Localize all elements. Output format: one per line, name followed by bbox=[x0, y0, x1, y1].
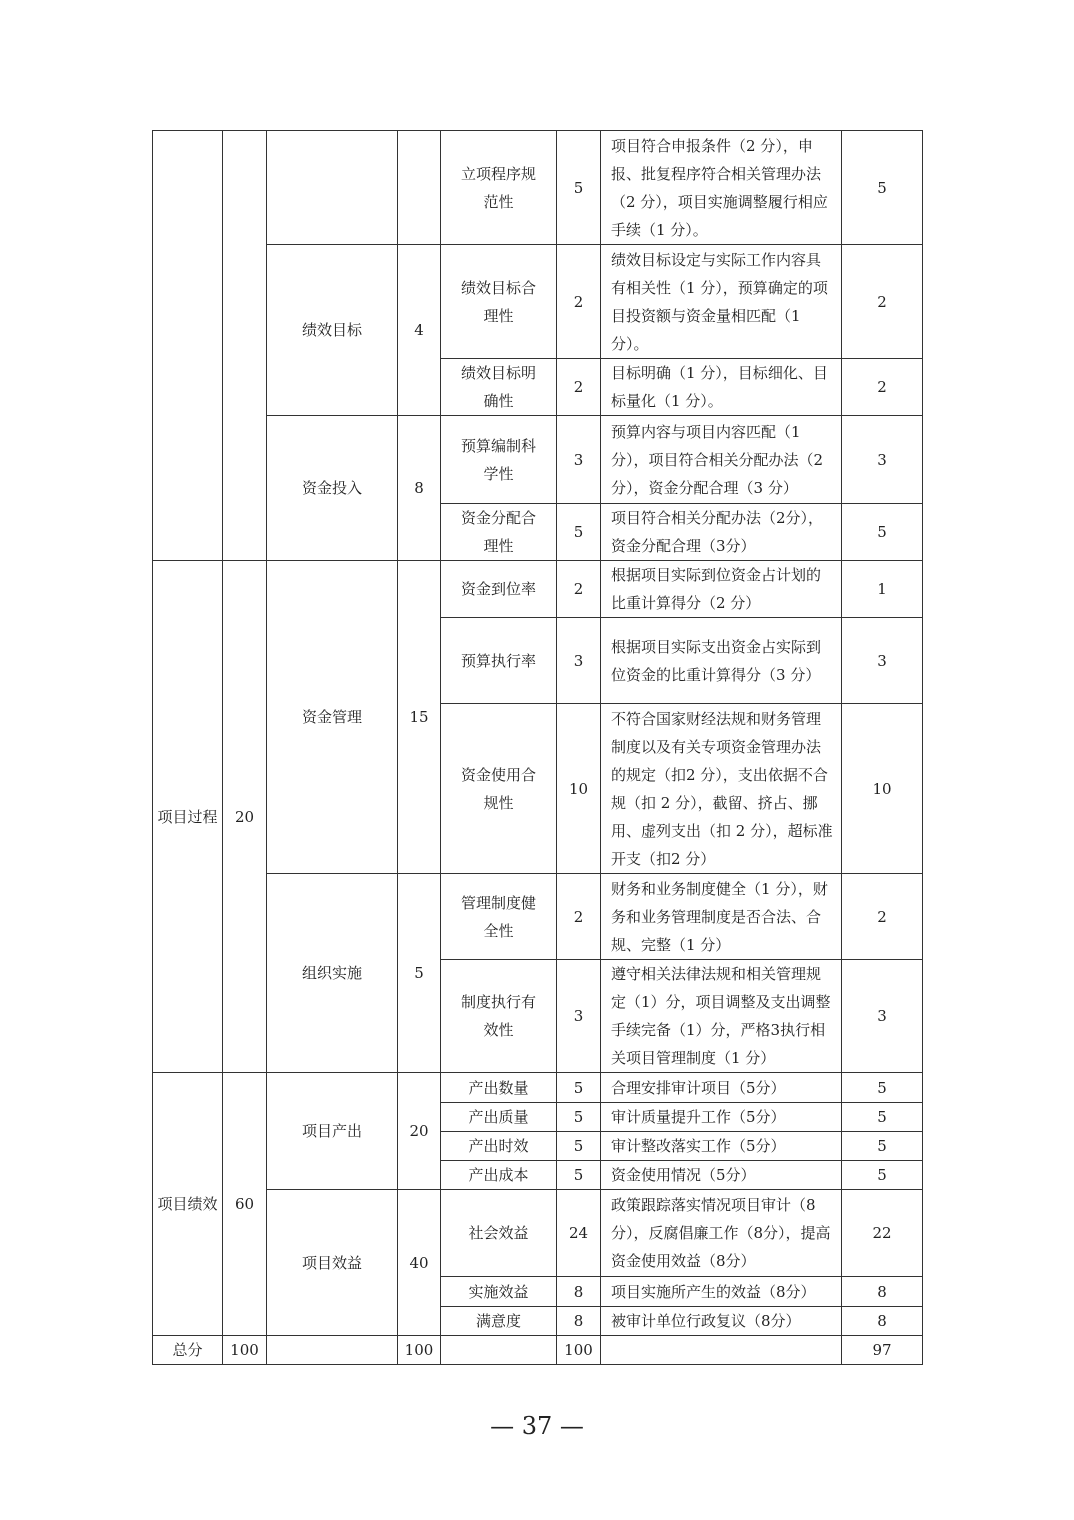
scoring-criteria: 根据项目实际支出资金占实际到位资金的比重计算得分（3 分） bbox=[601, 618, 842, 704]
total-score: 97 bbox=[842, 1336, 923, 1365]
scoring-criteria: 不符合国家财经法规和财务管理制度以及有关专项资金管理办法的规定（扣2 分），支出依据不合规（扣 2 分），截留、挤占、挪用、虚列支出（扣 2 分），超标准开支（扣2 分） bbox=[601, 704, 842, 874]
scoring-criteria: 项目实施所产生的效益（8分） bbox=[601, 1277, 842, 1307]
level3-weight: 5 bbox=[557, 1161, 601, 1190]
score: 3 bbox=[842, 618, 923, 704]
level3-indicator: 实施效益 bbox=[441, 1277, 557, 1307]
level3-weight: 3 bbox=[557, 618, 601, 704]
table-row bbox=[153, 1190, 923, 1277]
level3-weight: 5 bbox=[557, 1132, 601, 1161]
level3-weight: 5 bbox=[557, 131, 601, 245]
score: 5 bbox=[842, 131, 923, 245]
scoring-criteria: 遵守相关法律法规和相关管理规定（1）分，项目调整及支出调整手续完备（1）分，严格3执行相关项目管理制度（1 分） bbox=[601, 960, 842, 1073]
level3-indicator: 社会效益 bbox=[441, 1190, 557, 1277]
level3-indicator: 满意度 bbox=[441, 1307, 557, 1336]
level3-weight: 8 bbox=[557, 1277, 601, 1307]
level3-indicator: 资金到位率 bbox=[441, 561, 557, 618]
level3-indicator: 资金分配合理性 bbox=[441, 504, 557, 561]
level3-indicator: 管理制度健全性 bbox=[441, 874, 557, 960]
scoring-criteria: 绩效目标设定与实际工作内容具有相关性（1 分），预算确定的项目投资额与资金量相匹配（1 分）。 bbox=[601, 245, 842, 359]
table-row bbox=[153, 131, 923, 245]
scoring-criteria: 审计质量提升工作（5分） bbox=[601, 1103, 842, 1132]
level2-indicator: 资金管理 bbox=[267, 561, 398, 874]
table-row bbox=[153, 245, 923, 359]
level1-indicator: 项目过程 bbox=[153, 561, 223, 1073]
score: 3 bbox=[842, 960, 923, 1073]
score: 5 bbox=[842, 504, 923, 561]
level3-weight: 5 bbox=[557, 1073, 601, 1103]
level2-indicator: 组织实施 bbox=[267, 874, 398, 1073]
level3-indicator: 产出成本 bbox=[441, 1161, 557, 1190]
level2-weight: 4 bbox=[398, 245, 441, 416]
scoring-criteria: 目标明确（1 分），目标细化、目标量化（1 分）。 bbox=[601, 359, 842, 416]
level2-weight: 5 bbox=[398, 874, 441, 1073]
score: 5 bbox=[842, 1073, 923, 1103]
score: 2 bbox=[842, 245, 923, 359]
scoring-criteria: 合理安排审计项目（5分） bbox=[601, 1073, 842, 1103]
level3-indicator: 立项程序规范性 bbox=[441, 131, 557, 245]
table-row bbox=[153, 416, 923, 504]
level3-indicator: 制度执行有效性 bbox=[441, 960, 557, 1073]
total-label: 总分 bbox=[153, 1336, 223, 1365]
total-level2: 100 bbox=[398, 1336, 441, 1365]
total-row bbox=[153, 1336, 923, 1365]
level3-indicator: 产出数量 bbox=[441, 1073, 557, 1103]
level3-weight: 3 bbox=[557, 416, 601, 504]
empty-cell bbox=[601, 1336, 842, 1365]
score: 10 bbox=[842, 704, 923, 874]
score: 2 bbox=[842, 359, 923, 416]
page-number: — 37 — bbox=[490, 1412, 584, 1440]
scoring-criteria: 被审计单位行政复议（8分） bbox=[601, 1307, 842, 1336]
empty-cell bbox=[441, 1336, 557, 1365]
level2-weight: 20 bbox=[398, 1073, 441, 1190]
level3-indicator: 产出时效 bbox=[441, 1132, 557, 1161]
score: 5 bbox=[842, 1161, 923, 1190]
level2-weight: 8 bbox=[398, 416, 441, 561]
scoring-criteria: 预算内容与项目内容匹配（1 分），项目符合相关分配办法（2 分），资金分配合理（3 分） bbox=[601, 416, 842, 504]
level3-indicator: 预算编制科学性 bbox=[441, 416, 557, 504]
scoring-criteria: 项目符合相关分配办法（2分），资金分配合理（3分） bbox=[601, 504, 842, 561]
scoring-criteria: 根据项目实际到位资金占计划的比重计算得分（2 分） bbox=[601, 561, 842, 618]
table-row bbox=[153, 561, 923, 618]
score: 22 bbox=[842, 1190, 923, 1277]
performance-evaluation-table bbox=[152, 130, 923, 1365]
level1-weight: 20 bbox=[223, 561, 267, 1073]
score: 3 bbox=[842, 416, 923, 504]
score: 5 bbox=[842, 1103, 923, 1132]
level3-weight: 2 bbox=[557, 874, 601, 960]
level1-indicator: 项目绩效 bbox=[153, 1073, 223, 1336]
level3-weight: 24 bbox=[557, 1190, 601, 1277]
level3-weight: 3 bbox=[557, 960, 601, 1073]
level2-indicator: 项目产出 bbox=[267, 1073, 398, 1190]
level2-weight bbox=[398, 131, 441, 245]
level3-indicator: 绩效目标合理性 bbox=[441, 245, 557, 359]
level3-weight: 2 bbox=[557, 245, 601, 359]
level3-weight: 2 bbox=[557, 359, 601, 416]
scoring-criteria: 政策跟踪落实情况项目审计（8分），反腐倡廉工作（8分），提高资金使用效益（8分） bbox=[601, 1190, 842, 1277]
scoring-criteria: 审计整改落实工作（5分） bbox=[601, 1132, 842, 1161]
total-level3: 100 bbox=[557, 1336, 601, 1365]
level3-indicator: 产出质量 bbox=[441, 1103, 557, 1132]
score: 8 bbox=[842, 1307, 923, 1336]
scoring-criteria: 财务和业务制度健全（1 分），财务和业务管理制度是否合法、合规、完整（1 分） bbox=[601, 874, 842, 960]
table-row bbox=[153, 1073, 923, 1103]
level3-weight: 2 bbox=[557, 561, 601, 618]
level1-weight bbox=[223, 131, 267, 561]
level3-indicator: 绩效目标明确性 bbox=[441, 359, 557, 416]
table-row bbox=[153, 874, 923, 960]
level2-indicator: 资金投入 bbox=[267, 416, 398, 561]
level3-weight: 5 bbox=[557, 504, 601, 561]
level2-indicator: 项目效益 bbox=[267, 1190, 398, 1336]
level3-weight: 5 bbox=[557, 1103, 601, 1132]
scoring-criteria: 项目符合申报条件（2 分），申报、批复程序符合相关管理办法（2 分），项目实施调整履行相应手续（1 分）。 bbox=[601, 131, 842, 245]
level2-indicator: 绩效目标 bbox=[267, 245, 398, 416]
level3-weight: 8 bbox=[557, 1307, 601, 1336]
score: 2 bbox=[842, 874, 923, 960]
level3-indicator: 资金使用合规性 bbox=[441, 704, 557, 874]
level2-weight: 15 bbox=[398, 561, 441, 874]
scoring-criteria: 资金使用情况（5分） bbox=[601, 1161, 842, 1190]
score: 8 bbox=[842, 1277, 923, 1307]
score: 1 bbox=[842, 561, 923, 618]
total-level1: 100 bbox=[223, 1336, 267, 1365]
level2-indicator bbox=[267, 131, 398, 245]
empty-cell bbox=[267, 1336, 398, 1365]
level1-weight: 60 bbox=[223, 1073, 267, 1336]
level3-weight: 10 bbox=[557, 704, 601, 874]
level3-indicator: 预算执行率 bbox=[441, 618, 557, 704]
level1-indicator bbox=[153, 131, 223, 561]
score: 5 bbox=[842, 1132, 923, 1161]
level2-weight: 40 bbox=[398, 1190, 441, 1336]
